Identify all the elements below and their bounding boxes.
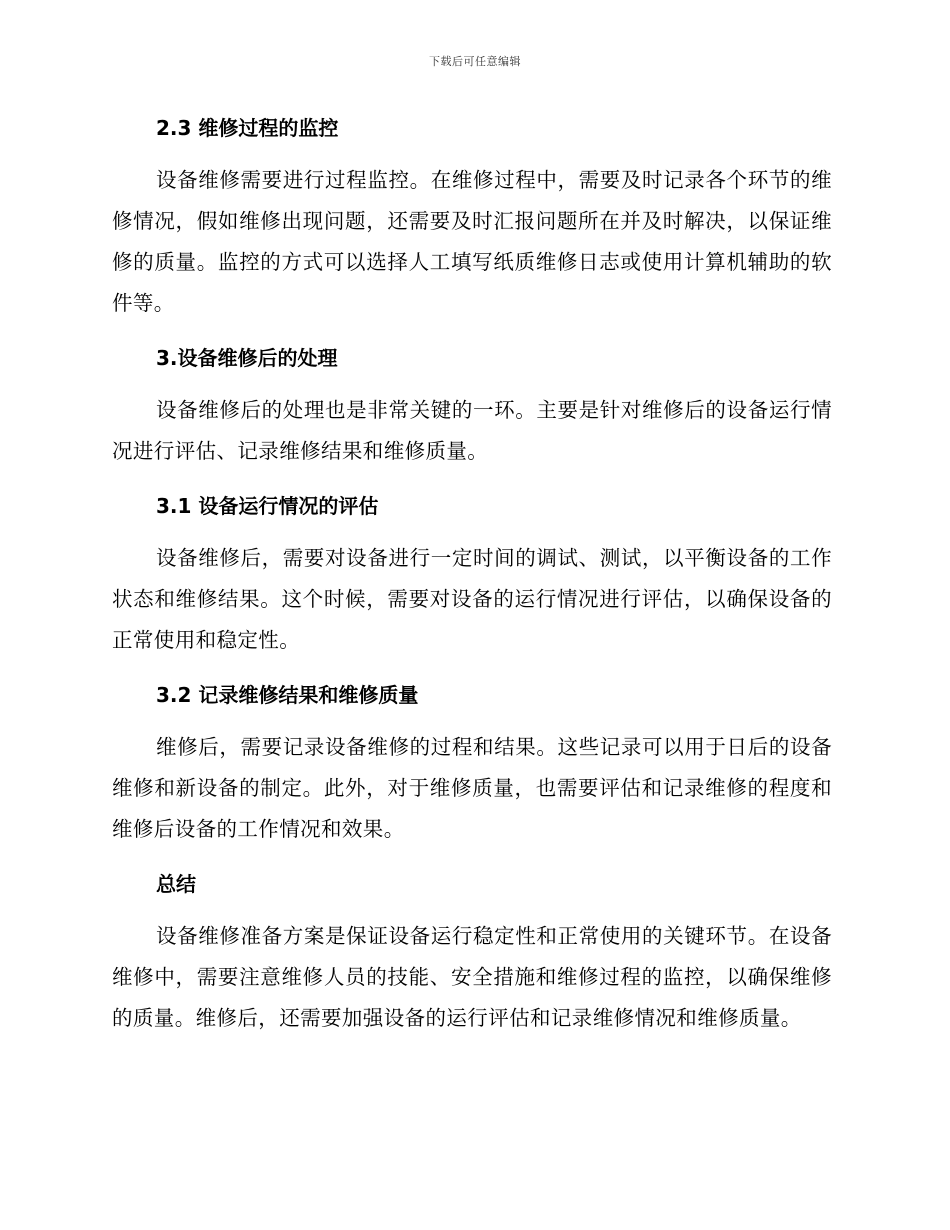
section-paragraph-3-1: 设备维修后，需要对设备进行一定时间的调试、测试，以平衡设备的工作状态和维修结果。这个时候，需要对设备的运行情况进行评估，以确保设备的正常使用和稳定性。 xyxy=(112,546,832,652)
section-heading-summary: 总结 xyxy=(156,872,196,896)
section-heading-3-2: 3.2 记录维修结果和维修质量 xyxy=(156,683,419,707)
section-paragraph-summary: 设备维修准备方案是保证设备运行稳定性和正常使用的关键环节。在设备维修中，需要注意维修人员的技能、安全措施和维修过程的监控，以确保维修的质量。维修后，还需要加强设备的运行评估和记录维修情况和维修质量。 xyxy=(112,924,832,1030)
document-body xyxy=(112,108,832,1053)
section-paragraph-2-3: 设备维修需要进行过程监控。在维修过程中，需要及时记录各个环节的维修情况，假如维修出现问题，还需要及时汇报问题所在并及时解决，以保证维修的质量。监控的方式可以选择人工填写纸质维修日志或使用计算机辅助的软件等。 xyxy=(112,168,832,315)
page-header: 下载后可任意编辑 xyxy=(429,55,521,68)
section-paragraph-3: 设备维修后的处理也是非常关键的一环。主要是针对维修后的设备运行情况进行评估、记录维修结果和维修质量。 xyxy=(112,398,832,463)
section-heading-2-3: 2.3 维修过程的监控 xyxy=(156,116,339,140)
section-paragraph-3-2: 维修后，需要记录设备维修的过程和结果。这些记录可以用于日后的设备维修和新设备的制定。此外，对于维修质量，也需要评估和记录维修的程度和维修后设备的工作情况和效果。 xyxy=(112,735,832,841)
section-heading-3-1: 3.1 设备运行情况的评估 xyxy=(156,494,379,518)
section-heading-3: 3.设备维修后的处理 xyxy=(156,346,338,370)
